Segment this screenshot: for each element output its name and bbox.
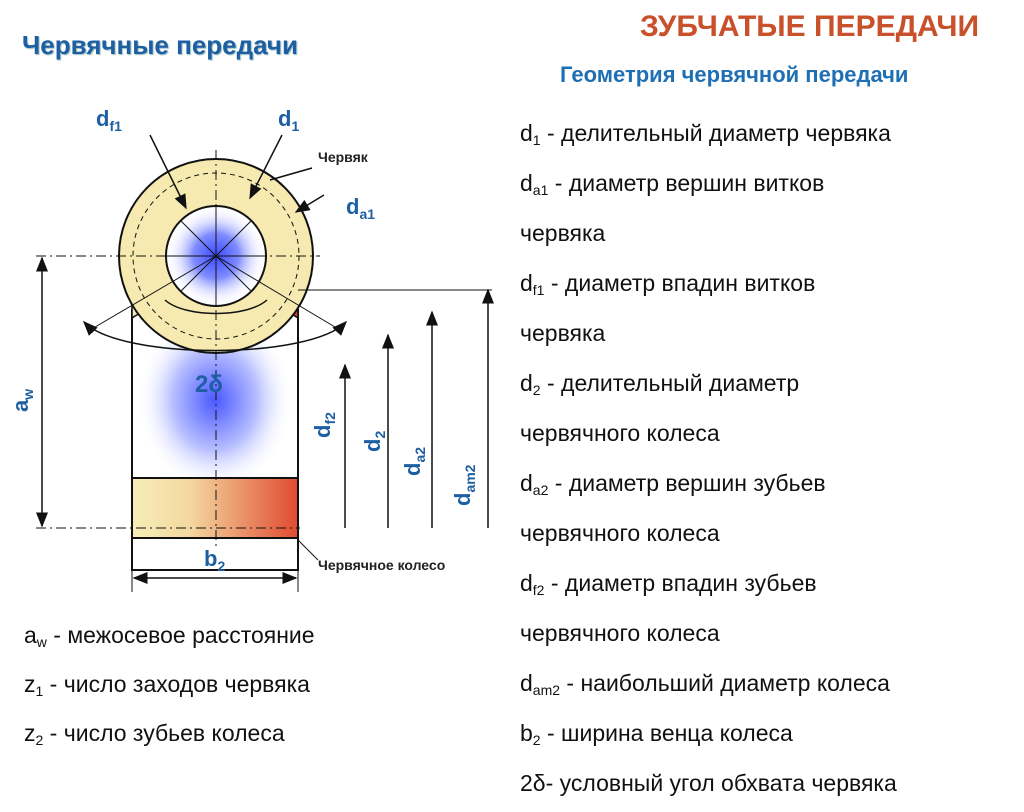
definition-text: - диаметр впадин зубьев — [544, 570, 817, 596]
definition-row — [24, 614, 504, 663]
definition-text: - диаметр вершин витков — [548, 170, 825, 196]
label-df2: $d_{f2}$ — [310, 412, 338, 438]
symbol: d — [520, 270, 533, 296]
symbol-subscript: a2 — [532, 482, 549, 498]
definition-row — [520, 412, 1015, 462]
symbol: z — [24, 720, 36, 746]
definitions-list — [520, 112, 1015, 812]
symbol: d — [520, 670, 533, 696]
definition-text: - межосевое расстояние — [46, 622, 315, 648]
symbol: z — [24, 671, 36, 697]
label-d1: $d_1$ — [278, 106, 300, 134]
symbol: 2δ — [520, 770, 546, 796]
label-aw: $a_w$ — [8, 388, 36, 412]
bottom-definitions — [24, 614, 504, 761]
definition-row — [520, 212, 1015, 262]
definition-row — [520, 162, 1015, 212]
worm-gear-diagram — [0, 0, 520, 610]
definition-text: - условный угол обхвата червяка — [545, 770, 897, 796]
label-da1: $d_{a1}$ — [346, 194, 376, 222]
definition-row — [520, 762, 1015, 812]
definition-row — [520, 512, 1015, 562]
symbol: d — [520, 570, 533, 596]
definition-row — [520, 362, 1015, 412]
symbol: d — [520, 370, 533, 396]
symbol: d — [520, 120, 533, 146]
symbol-subscript: 1 — [532, 132, 541, 148]
section-title: Червячные передачи — [22, 30, 299, 60]
symbol-subscript: 1 — [35, 683, 44, 699]
symbol-subscript: w — [36, 634, 47, 650]
symbol: d — [520, 170, 533, 196]
symbol-subscript: a1 — [532, 182, 549, 198]
definition-text: - наибольший диаметр колеса — [560, 670, 890, 696]
label-angle: 2δ — [195, 371, 223, 398]
symbol: d — [520, 470, 533, 496]
label-da2: $d_{a2}$ — [400, 446, 428, 476]
label-dam2: $d_{am2}$ — [450, 464, 478, 506]
worm-label: Червяк — [318, 149, 368, 165]
definition-text: - ширина венца колеса — [540, 720, 793, 746]
symbol-subscript: am2 — [532, 682, 561, 698]
definition-text: - число зубьев колеса — [43, 720, 285, 746]
definition-row — [520, 662, 1015, 712]
symbol: b — [520, 720, 533, 746]
symbol-subscript: 2 — [532, 732, 541, 748]
definition-text: червячного колеса — [520, 420, 720, 446]
symbol-subscript: f1 — [532, 282, 545, 298]
definition-row — [520, 262, 1015, 312]
definition-row — [24, 663, 504, 712]
definition-text: червяка — [520, 320, 606, 346]
definition-text: - диаметр впадин витков — [544, 270, 816, 296]
slide-subtitle: Геометрия червячной передачи — [560, 62, 909, 87]
definition-row — [520, 462, 1015, 512]
definition-row — [520, 612, 1015, 662]
slide-header: ЗУБЧАТЫЕ ПЕРЕДАЧИ — [640, 10, 980, 43]
label-df1: $d_{f1}$ — [96, 106, 122, 134]
label-d2: $d_2$ — [360, 430, 388, 452]
wheel-label: Червячное колесо — [318, 557, 446, 573]
definition-row — [520, 112, 1015, 162]
definition-text: - делительный диаметр червяка — [540, 120, 891, 146]
definition-row — [520, 562, 1015, 612]
definition-text: - число заходов червяка — [43, 671, 310, 697]
symbol-subscript: f2 — [532, 582, 545, 598]
symbol-subscript: 2 — [35, 732, 44, 748]
definition-row — [520, 312, 1015, 362]
definition-row — [520, 712, 1015, 762]
definition-text: - диаметр вершин зубьев — [548, 470, 826, 496]
symbol: a — [24, 622, 37, 648]
symbol-subscript: 2 — [532, 382, 541, 398]
label-b2: $b_2$ — [204, 546, 226, 574]
definition-text: - делительный диаметр — [540, 370, 800, 396]
definition-row — [24, 712, 504, 761]
definition-text: червячного колеса — [520, 620, 720, 646]
definition-text: червячного колеса — [520, 520, 720, 546]
definition-text: червяка — [520, 220, 606, 246]
